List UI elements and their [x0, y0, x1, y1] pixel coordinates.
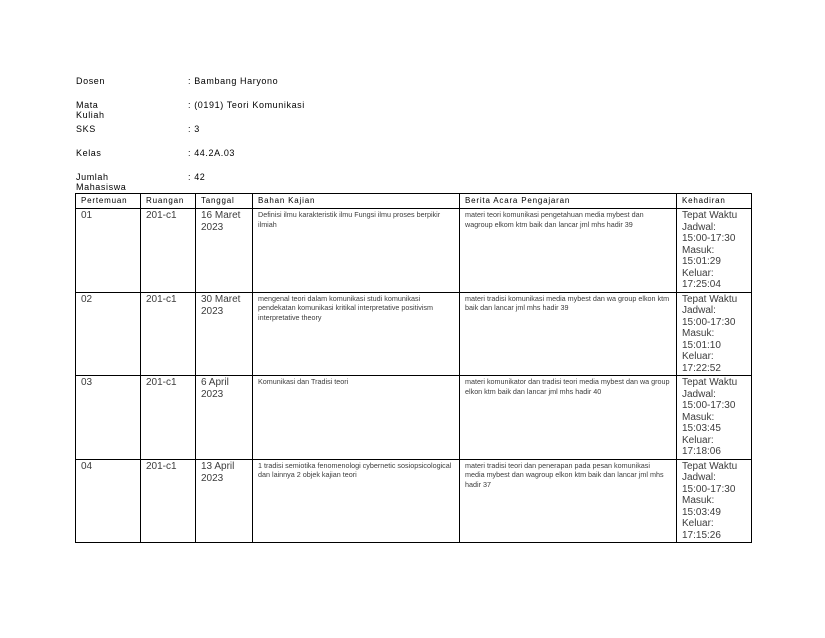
cell-berita-acara: materi tradisi komunikasi media mybest dan wa group elkon ktm baik dan lancar jml mhs hadir 39: [460, 292, 677, 376]
info-value: : 42: [188, 172, 206, 182]
table-row: [76, 459, 752, 543]
info-value: : 44.2A.03: [188, 148, 236, 158]
kehadiran-keluar-label: Keluar:: [682, 434, 714, 446]
cell-pertemuan: 01: [76, 209, 141, 293]
cell-kehadiran: [677, 376, 752, 460]
kehadiran-keluar: 17:25:04: [682, 279, 721, 290]
kehadiran-status: Tepat Waktu: [682, 460, 738, 472]
info-label: Jumlah Mahasiswa: [76, 172, 127, 192]
attendance-table: [75, 193, 752, 543]
kehadiran-keluar-label: Keluar:: [682, 267, 714, 279]
kehadiran-masuk-label: Masuk:: [682, 495, 715, 506]
kehadiran-keluar: 17:18:06: [682, 446, 721, 457]
info-value: : 3: [188, 124, 200, 134]
cell-bahan-kajian: Komunikasi dan Tradisi teori: [253, 376, 460, 460]
cell-kehadiran: [677, 292, 752, 376]
header-kehadiran: Kehadiran: [677, 194, 752, 209]
cell-kehadiran: [677, 209, 752, 293]
table-row: [76, 209, 752, 293]
kehadiran-status: Tepat Waktu: [682, 377, 738, 388]
cell-bahan-kajian: Definisi ilmu karakteristik ilmu Fungsi ilmu proses berpikir ilmiah: [253, 209, 460, 293]
cell-berita-acara: materi tradisi teori dan penerapan pada pesan komunikasi media mybest dan wagroup elkon ktm baik dan lancar jml mhs hadir 37: [460, 459, 677, 543]
kehadiran-status: Tepat Waktu: [682, 293, 738, 305]
header-pertemuan: Pertemuan: [76, 194, 141, 209]
info-value: : (0191) Teori Komunikasi: [188, 100, 305, 110]
kehadiran-jadwal-label: Jadwal:: [682, 221, 716, 233]
cell-tanggal: 6 April 2023: [196, 376, 253, 460]
kehadiran-masuk-label: Masuk:: [682, 411, 715, 423]
info-label: Dosen: [76, 76, 106, 86]
table-row: [76, 376, 752, 460]
cell-ruangan: 201-c1: [141, 376, 196, 460]
cell-ruangan: 201-c1: [141, 292, 196, 376]
kehadiran-jadwal: 15:00-17:30: [682, 316, 736, 328]
cell-pertemuan: 02: [76, 292, 141, 376]
cell-tanggal: 16 Maret 2023: [196, 209, 253, 293]
cell-berita-acara: materi komunikator dan tradisi teori media mybest dan wa group elkon ktm baik dan lancar jml mhs hadir 40: [460, 376, 677, 460]
kehadiran-masuk: 15:03:45: [682, 423, 721, 434]
cell-bahan-kajian: 1 tradisi semiotika fenomenologi cybernetic sosiopsicological dan lainnya 2 objek kajian teori: [253, 459, 460, 543]
kehadiran-masuk: 15:01:29: [682, 256, 721, 267]
header-berita-acara: Berita Acara Pengajaran: [460, 194, 677, 209]
kehadiran-keluar-label: Keluar:: [682, 518, 714, 529]
info-label: Mata Kuliah: [76, 100, 105, 120]
cell-berita-acara: materi teori komunikasi pengetahuan media mybest dan wagroup elkom ktm baik dan lancar jml mhs hadir 39: [460, 209, 677, 293]
kehadiran-jadwal-label: Jadwal:: [682, 388, 716, 400]
kehadiran-jadwal: 15:00-17:30: [682, 483, 736, 495]
cell-tanggal: 13 April 2023: [196, 459, 253, 543]
cell-ruangan: 201-c1: [141, 209, 196, 293]
kehadiran-status: Tepat Waktu: [682, 210, 738, 221]
kehadiran-jadwal-label: Jadwal:: [682, 472, 716, 483]
cell-ruangan: 201-c1: [141, 459, 196, 543]
kehadiran-masuk-label: Masuk:: [682, 244, 715, 256]
kehadiran-keluar: 17:22:52: [682, 362, 721, 374]
kehadiran-jadwal: 15:00-17:30: [682, 233, 736, 244]
info-label: SKS: [76, 124, 96, 134]
kehadiran-masuk-label: Masuk:: [682, 328, 715, 339]
cell-bahan-kajian: mengenal teori dalam komunikasi studi komunikasi pendekatan komunikasi kritikal interpretative positivism interpretative theory: [253, 292, 460, 376]
kehadiran-keluar-label: Keluar:: [682, 351, 714, 362]
header-ruangan: Ruangan: [141, 194, 196, 209]
info-value: : Bambang Haryono: [188, 76, 279, 86]
kehadiran-jadwal: 15:00-17:30: [682, 400, 736, 411]
info-label: Kelas: [76, 148, 102, 158]
table-row: [76, 292, 752, 376]
header-bahan-kajian: Bahan Kajian: [253, 194, 460, 209]
cell-pertemuan: 04: [76, 459, 141, 543]
kehadiran-keluar: 17:15:26: [682, 529, 721, 541]
table-header-row: [76, 194, 752, 209]
cell-pertemuan: 03: [76, 376, 141, 460]
kehadiran-masuk: 15:01:10: [682, 339, 721, 351]
header-tanggal: Tanggal: [196, 194, 253, 209]
kehadiran-masuk: 15:03:49: [682, 506, 721, 518]
cell-tanggal: 30 Maret 2023: [196, 292, 253, 376]
cell-kehadiran: [677, 459, 752, 543]
kehadiran-jadwal-label: Jadwal:: [682, 305, 716, 316]
